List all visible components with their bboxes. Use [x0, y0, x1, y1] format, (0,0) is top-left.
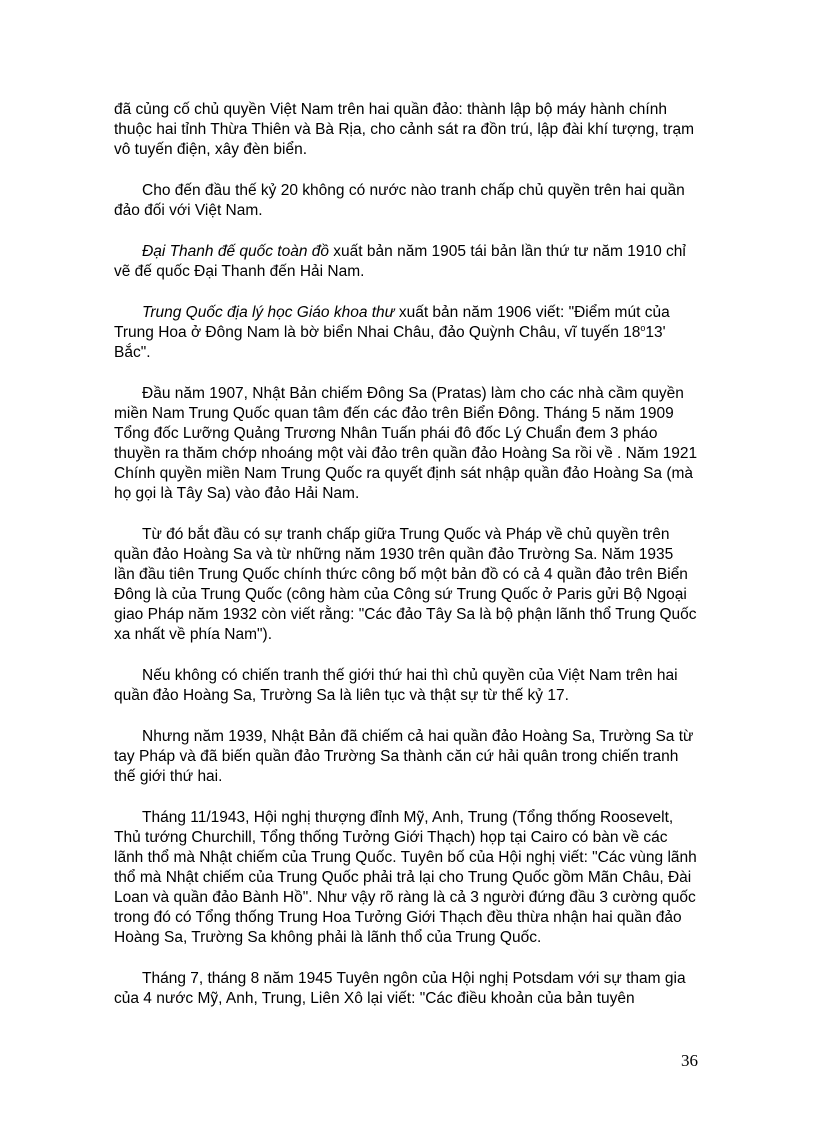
paragraph-7-text: Nếu không có chiến tranh thế giới thứ hai thì chủ quyền của Việt Nam trên hai quần đảo Hoàng Sa, Trường Sa là liên tục và thật sự từ thế kỷ 17.: [114, 667, 678, 704]
book-title-dai-thanh: Đại Thanh đế quốc toàn đồ: [142, 243, 329, 260]
paragraph-4: [114, 303, 698, 363]
paragraph-10: [114, 969, 698, 1009]
paragraph-5-text: Đầu năm 1907, Nhật Bản chiếm Đông Sa (Pratas) làm cho các nhà cầm quyền miền Nam Trung Quốc quan tâm đến các đảo trên Biển Đông. Tháng 5 năm 1909 Tổng đốc Lưỡng Quảng Trương Nhân Tuấn phái đô đốc Lý Chuẩn đem 3 pháo thuyền ra thăm chớp nhoáng một vài đảo trên quần đảo Hoàng Sa rồi về . Năm 1921 Chính quyền miền Nam Trung Quốc ra quyết định sát nhập quần đảo Hoàng Sa (mà họ gọi là Tây Sa) vào đảo Hải Nam.: [114, 385, 698, 502]
paragraph-3-text: xuất bản năm 1905 tái bản lần thứ tư năm 1910 chỉ vẽ đế quốc Đại Thanh đến Hải Nam.: [114, 243, 686, 280]
degree-superscript: o: [640, 322, 646, 333]
paragraph-6: [114, 525, 698, 645]
paragraph-9: [114, 808, 698, 948]
paragraph-8: [114, 727, 698, 787]
paragraph-1-text: đã củng cố chủ quyền Việt Nam trên hai quần đảo: thành lập bộ máy hành chính thuộc hai tỉnh Thừa Thiên và Bà Rịa, cho cảnh sát ra đồn trú, lập đài khí tượng, trạm vô tuyến điện, xây đèn biển.: [114, 101, 695, 158]
paragraph-1: [114, 100, 698, 160]
paragraph-8-text: Nhưng năm 1939, Nhật Bản đã chiếm cả hai quần đảo Hoàng Sa, Trường Sa từ tay Pháp và đã biến quần đảo Trường Sa thành căn cứ hải quân trong chiến tranh thế giới thứ hai.: [114, 728, 694, 785]
paragraph-6-text: Từ đó bắt đầu có sự tranh chấp giữa Trung Quốc và Pháp về chủ quyền trên quần đảo Hoàng Sa và từ những năm 1930 trên quần đảo Trường Sa. Năm 1935 lần đầu tiên Trung Quốc chính thức công bố một bản đồ có cả 4 quần đảo trên Biển Đông là của Trung Quốc (công hàm của Công sứ Trung Quốc ở Paris gửi Bộ Ngoại giao Pháp năm 1932 còn viết rằng: "Các đảo Tây Sa là bộ phận lãnh thổ Trung Quốc xa nhất về phía Nam").: [114, 526, 697, 643]
paragraph-2-text: Cho đến đầu thế kỷ 20 không có nước nào tranh chấp chủ quyền trên hai quần đảo đối với Việt Nam.: [114, 182, 685, 219]
paragraph-5: [114, 384, 698, 504]
paragraph-3: [114, 242, 698, 282]
document-body: [114, 100, 698, 1009]
paragraph-10-text: Tháng 7, tháng 8 năm 1945 Tuyên ngôn của Hội nghị Potsdam với sự tham gia của 4 nước Mỹ, Anh, Trung, Liên Xô lại viết: "Các điều khoản của bản tuyên: [114, 970, 686, 1007]
book-title-trung-quoc-dia-ly: Trung Quốc địa lý học Giáo khoa thư: [142, 304, 395, 321]
paragraph-7: [114, 666, 698, 706]
paragraph-4-text: xuất bản năm 1906 viết: "Điểm mút của Trung Hoa ở Đông Nam là bờ biển Nhai Châu, đảo Quỳnh Châu, vĩ tuyến 18: [114, 304, 670, 341]
paragraph-4-text-end: 13' Bắc".: [114, 324, 666, 361]
paragraph-2: [114, 181, 698, 221]
page-number: 36: [681, 1051, 698, 1070]
paragraph-9-text: Tháng 11/1943, Hội nghị thượng đỉnh Mỹ, Anh, Trung (Tổng thống Roosevelt, Thủ tướng Churchill, Tổng thống Tưởng Giới Thạch) họp tại Cairo có bàn về các lãnh thổ mà Nhật chiếm của Trung Quốc. Tuyên bố của Hội nghị viết: "Các vùng lãnh thổ mà Nhật chiếm của Trung Quốc phải trả lại cho Trung Quốc gồm Mãn Châu, Đài Loan và quần đảo Bành Hồ". Như vậy rõ ràng là cả 3 người đứng đầu 3 cường quốc trong đó có Tổng thống Trung Hoa Tưởng Giới Thạch đều thừa nhận hai quần đảo Hoàng Sa, Trường Sa không phải là lãnh thổ của Trung Quốc.: [114, 809, 697, 946]
